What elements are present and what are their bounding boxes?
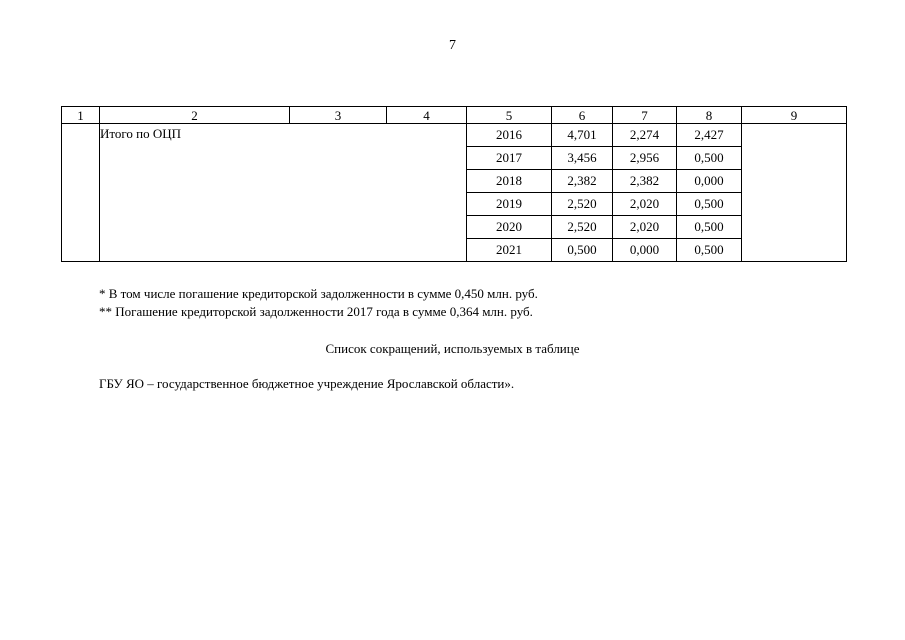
column-header: 5 [467,107,552,124]
year-cell: 2019 [467,193,552,216]
column-header: 9 [742,107,847,124]
abbreviations-heading: Список сокращений, используемых в таблице [325,341,580,356]
column-header: 2 [100,107,290,124]
footnote-2: ** Погашение кредиторской задолженности 2017 года в сумме 0,364 млн. руб. [99,304,533,319]
value-cell: 0,500 [552,239,613,262]
table-row [62,124,847,147]
year-cell: 2018 [467,170,552,193]
value-cell: 2,427 [677,124,742,147]
column-header: 4 [387,107,467,124]
value-cell: 2,520 [552,193,613,216]
value-cell: 2,382 [613,170,677,193]
budget-table [61,106,847,262]
value-cell: 2,520 [552,216,613,239]
abbreviation-item: ГБУ ЯО – государственное бюджетное учреждение Ярославской области». [99,376,515,391]
column-header: 6 [552,107,613,124]
value-cell: 0,000 [613,239,677,262]
footnote-1: * В том числе погашение кредиторской задолженности в сумме 0,450 млн. руб. [99,286,538,301]
year-cell: 2021 [467,239,552,262]
table-header-row [62,107,847,124]
value-cell: 0,500 [677,147,742,170]
page-number: 7 [449,38,456,53]
value-cell: 0,000 [677,170,742,193]
value-cell: 0,500 [677,216,742,239]
year-cell: 2017 [467,147,552,170]
column-header: 1 [62,107,100,124]
value-cell: 2,956 [613,147,677,170]
value-cell: 2,274 [613,124,677,147]
value-cell: 2,020 [613,193,677,216]
footnotes [99,285,538,321]
column-header: 8 [677,107,742,124]
column-header: 7 [613,107,677,124]
row-title-cell: Итого по ОЦП [100,124,467,262]
value-cell: 2,020 [613,216,677,239]
value-cell: 0,500 [677,239,742,262]
empty-cell-col9 [742,124,847,262]
value-cell: 2,382 [552,170,613,193]
year-cell: 2016 [467,124,552,147]
value-cell: 0,500 [677,193,742,216]
value-cell: 4,701 [552,124,613,147]
value-cell: 3,456 [552,147,613,170]
year-cell: 2020 [467,216,552,239]
column-header: 3 [290,107,387,124]
empty-cell-col1 [62,124,100,262]
